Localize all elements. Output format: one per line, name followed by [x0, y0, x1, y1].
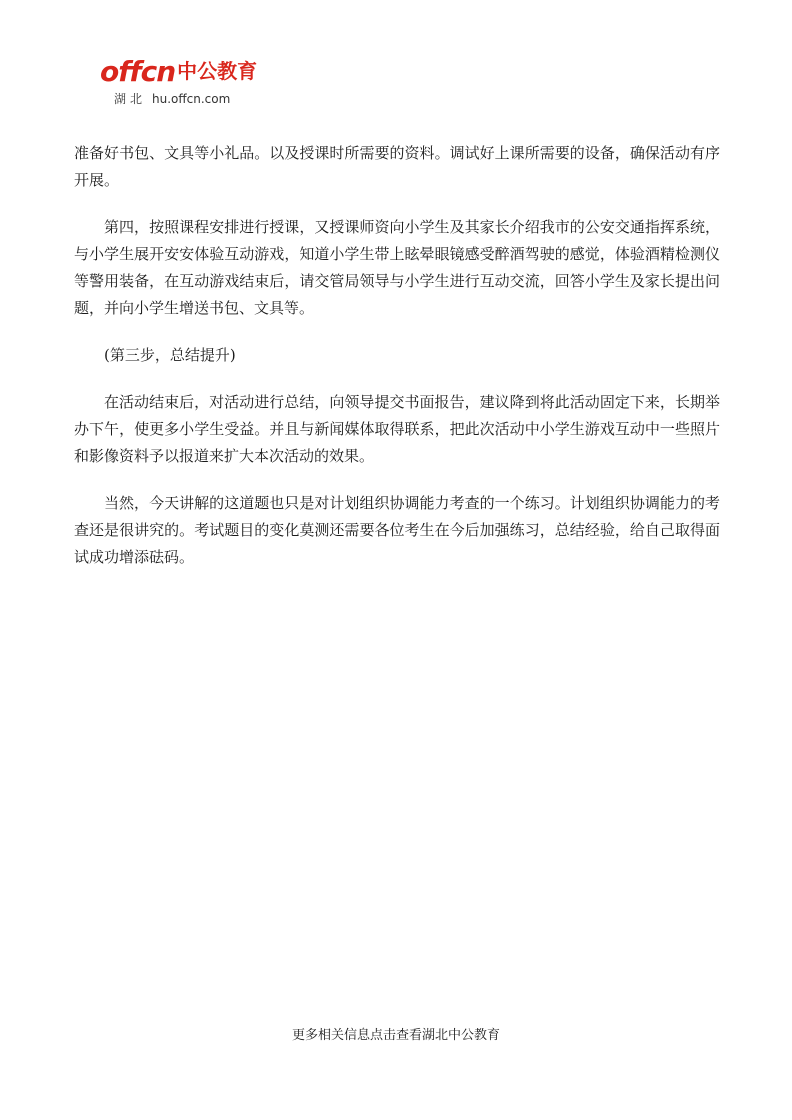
logo-brand-chinese: 中公教育	[177, 59, 258, 83]
logo-subline	[114, 90, 230, 107]
paragraph-5: 当然，今天讲解的这道题也只是对计划组织协调能力考查的一个练习。计划组织协调能力的考查还是很讲究的。考试题目的变化莫测还需要各位考生在今后加强练习，总结经验，给自己取得面试成功增添砝码。	[74, 494, 720, 566]
logo-brand	[100, 55, 258, 88]
offcn-logo	[100, 55, 260, 108]
paragraph-4: 在活动结束后，对活动进行总结，向领导提交书面报告，建议降到将此活动固定下来，长期举办下午，使更多小学生受益。并且与新闻媒体取得联系，把此次活动中小学生游戏互动中一些照片和影像资料予以报道来扩大本次活动的效果。	[74, 393, 720, 465]
page-footer	[0, 1024, 792, 1043]
paragraph-1: 准备好书包、文具等小礼品。以及授课时所需要的资料。调试好上课所需要的设备，确保活动有序开展。	[74, 144, 720, 189]
logo-url: hu.offcn.com	[152, 92, 231, 106]
document-body	[74, 140, 720, 591]
paragraph-2: 第四，按照课程安排进行授课，又授课师资向小学生及其家长介绍我市的公安交通指挥系统，与小学生展开安安体验互动游戏，知道小学生带上眩晕眼镜感受醉酒驾驶的感觉，体验酒精检测仪等警用装备，在互动游戏结束后，请交管局领导与小学生进行互动交流，回答小学生及家长提出问题，并向小学生增送书包、文具等。	[74, 218, 720, 317]
logo-region: 湖北	[114, 92, 147, 106]
paragraph-3-step-heading: (第三步，总结提升)	[104, 346, 236, 364]
footer-more-info-link[interactable]: 更多相关信息点击查看湖北中公教育	[291, 1028, 500, 1043]
logo-brand-latin: offcn	[100, 55, 176, 88]
